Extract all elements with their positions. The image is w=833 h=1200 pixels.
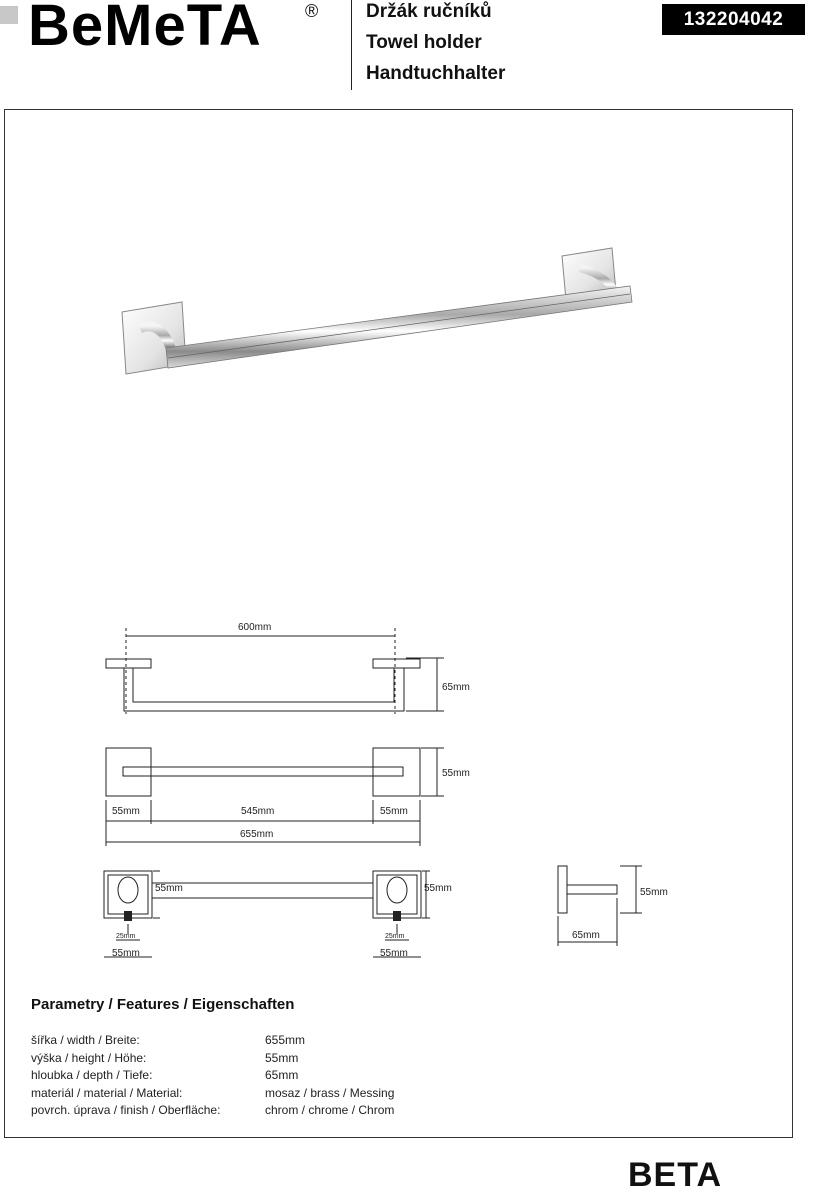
dim-projection: 65mm	[442, 682, 470, 693]
dim-front-height: 55mm	[442, 768, 470, 779]
param-value: 65mm	[265, 1068, 299, 1082]
dim-rear-width-left: 55mm	[112, 948, 140, 959]
parameters-title: Parametry / Features / Eigenschaften	[31, 996, 295, 1013]
product-title-en: Towel holder	[366, 32, 482, 53]
param-label: výška / height / Höhe:	[31, 1051, 147, 1065]
dim-screw-right: 25mm	[385, 933, 405, 940]
product-code-badge: 132204042	[662, 4, 805, 35]
dim-side-height: 55mm	[640, 887, 668, 898]
dim-side-depth: 65mm	[572, 930, 600, 941]
dim-right-plate: 55mm	[380, 806, 408, 817]
dim-rear-width-right: 55mm	[380, 948, 408, 959]
dim-rear-plate-left: 55mm	[155, 883, 183, 894]
dim-screw-left: 25mm	[116, 933, 136, 940]
param-label: materiál / material / Material:	[31, 1086, 183, 1100]
series-name: BETA	[628, 1156, 723, 1194]
dim-bar-span: 545mm	[241, 806, 275, 817]
product-title-de: Handtuchhalter	[366, 63, 506, 84]
param-row-material	[31, 1085, 395, 1102]
param-value: 655mm	[265, 1033, 306, 1047]
param-row-finish	[31, 1102, 395, 1119]
header-divider	[351, 0, 352, 90]
technical-drawing	[0, 610, 833, 970]
param-value: chrom / chrome / Chrom	[265, 1103, 395, 1117]
logo-mark	[0, 6, 18, 24]
dim-overall-width: 655mm	[240, 829, 274, 840]
dim-rear-plate-right: 55mm	[424, 883, 452, 894]
param-label: hloubka / depth / Tiefe:	[31, 1068, 153, 1082]
param-value: mosaz / brass / Messing	[265, 1086, 395, 1100]
param-value: 55mm	[265, 1051, 299, 1065]
registered-mark: ®	[305, 1, 319, 21]
dim-left-plate: 55mm	[112, 806, 140, 817]
towel-bar	[166, 286, 632, 368]
param-row-width	[31, 1032, 306, 1049]
dim-bar-length: 600mm	[238, 622, 272, 633]
param-label: šířka / width / Breite:	[31, 1033, 140, 1047]
param-label: povrch. úprava / finish / Oberfläche:	[31, 1103, 221, 1117]
param-row-height	[31, 1050, 299, 1067]
brand-logo: BeMeTA	[28, 0, 262, 58]
product-title-cs: Držák ručníků	[366, 1, 492, 22]
product-photo	[110, 240, 650, 390]
param-row-depth	[31, 1067, 299, 1084]
